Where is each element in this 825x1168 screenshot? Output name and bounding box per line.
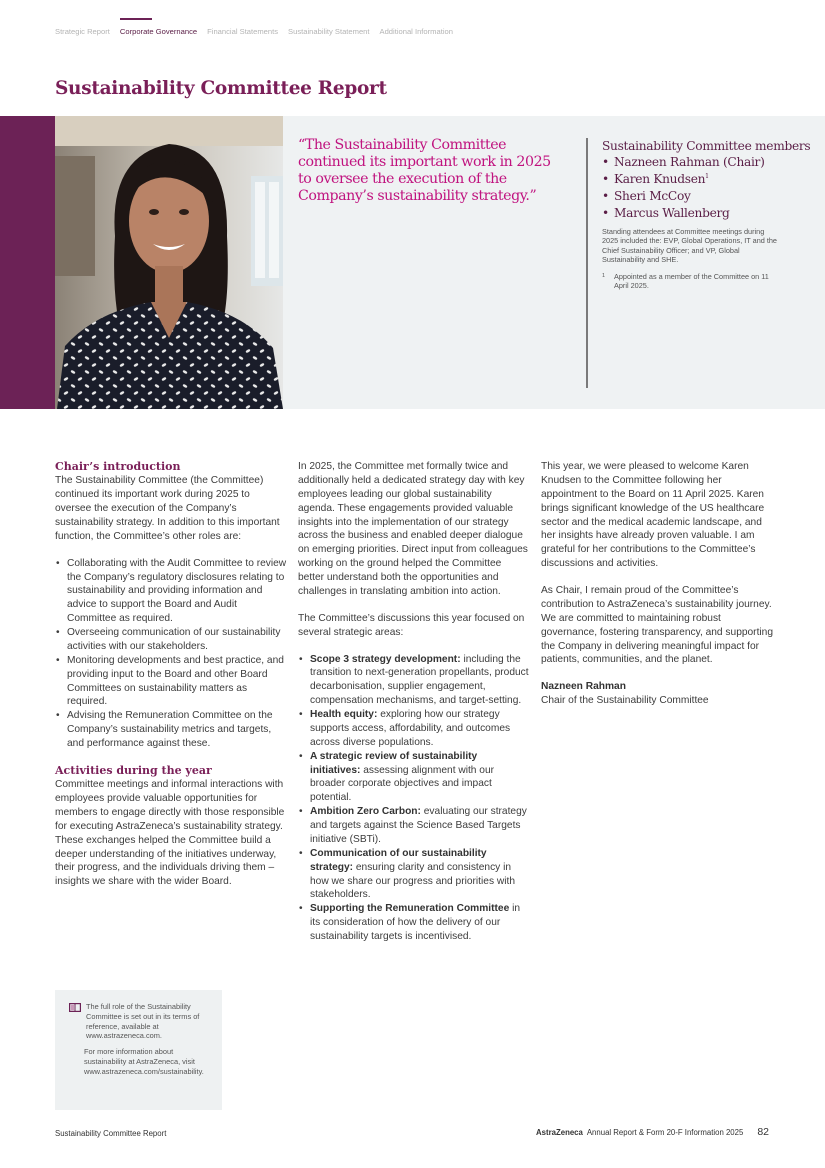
paragraph: This year, we were pleased to welcome Karen Knudsen to the Committee following her appointment to the Board on 11 April 2025. Karen brings significant knowledge of the US healthcare sector and the medical academic landscape, and her insights have already proven valuable. I am grateful for her contributions to the Committee’s discussions and activities.: [541, 461, 765, 570]
paragraph: The Committee’s discussions this year focused on several strategic areas:: [298, 612, 525, 638]
top-nav: [55, 18, 453, 38]
member-item: • Karen Knudsen$^1$: [602, 172, 709, 187]
footnote: [602, 272, 777, 291]
section-heading-chair-intro: Chair’s introduction: [55, 460, 181, 473]
list-item: • Ambition Zero Carbon: evaluating our strategy and targets against the Science Based Targets initiative (SBTi).: [298, 805, 530, 847]
chair-portrait-photo: [55, 116, 283, 409]
footer-brand: AstraZeneca: [536, 1128, 583, 1137]
list-item: • Communication of our sustainability strategy: ensuring clarity and consistency in how we share our progress and priorities with stakeholders.: [298, 847, 530, 903]
members-title: Sustainability Committee members: [602, 139, 811, 153]
signature-title: Chair of the Sustainability Committee: [541, 695, 709, 707]
paragraph: The Sustainability Committee (the Committee) continued its important work during 2025 to oversee the execution of the Company’s sustainability strategy. In addition to this important function, the Committee’s other roles are:: [55, 475, 280, 542]
list-item: • Overseeing communication of our sustainability activities with our stakeholders.: [55, 626, 287, 654]
nav-tab-additional-information[interactable]: Additional Information: [379, 27, 453, 36]
section-heading-activities: Activities during the year: [55, 763, 212, 777]
footer-section-title: Sustainability Committee Report: [55, 1129, 167, 1138]
member-item: • Sheri McCoy: [602, 189, 691, 204]
member-item: • Nazneen Rahman (Chair): [602, 155, 765, 170]
nav-tab-corporate-governance[interactable]: Corporate Governance: [120, 18, 197, 38]
footnote-ref: 1: [705, 173, 709, 181]
footnote-text: Appointed as a member of the Committee on 11 April 2025.: [614, 271, 769, 291]
footnote-mark: 1: [602, 272, 606, 279]
nav-tab-sustainability-statement[interactable]: Sustainability Statement: [288, 27, 370, 36]
list-item: • Health equity: exploring how our strategy supports access, affordability, and outcomes across diverse populations.: [298, 708, 530, 750]
standing-attendees-note: Standing attendees at Committee meetings during 2025 included the: EVP, Global Operations, IT and the Chief Sustainability Officer; and VP, Global Sustainability and SHE.: [602, 226, 777, 265]
page-title: Sustainability Committee Report: [55, 78, 387, 99]
column-3: [541, 460, 773, 708]
strategic-areas-list: [298, 653, 530, 944]
signature-name: Nazneen Rahman: [541, 681, 626, 693]
footer-doc-info: [536, 1126, 769, 1138]
list-item: • A strategic review of sustainability initiatives: assessing alignment with our broader corporate objectives and impact potential.: [298, 750, 530, 806]
column-2: [298, 460, 530, 944]
paragraph: As Chair, I remain proud of the Committee’s contribution to AstraZeneca’s sustainability journey. We are committed to maintaining robust governance, fostering transparency, and supporting the Company in delivering meaningful impact for patients, communities, and the planet.: [541, 585, 774, 666]
committee-members-panel: [602, 138, 817, 291]
info-text: For more information about sustainability at AstraZeneca, visit www.astrazeneca.com/sustainability.: [84, 1047, 204, 1076]
list-item: • Monitoring developments and best practice, and providing input to the Board and other Board Committees on sustainability matters as required.: [55, 654, 287, 710]
book-icon: [69, 1003, 81, 1012]
page-number: 82: [757, 1126, 769, 1138]
footer-doc-title: Annual Report & Form 20-F Information 2025: [586, 1128, 744, 1137]
info-box: [55, 990, 222, 1110]
roles-list: [55, 557, 287, 751]
list-item: • Supporting the Remuneration Committee in its consideration of how the delivery of our sustainability targets is incentivised.: [298, 902, 530, 944]
divider-line: [586, 138, 588, 388]
info-text: The full role of the Sustainability Committee is set out in its terms of reference, available at www.astrazeneca.com.: [86, 1002, 200, 1041]
paragraph: Committee meetings and informal interactions with employees provide valuable opportunities for members to engage directly with those responsible for executing AstraZeneca’s sustainability strategy. These exchanges helped the Committee build a deeper understanding of the initiatives underway, their progress, and the individuals driving them – insights we share with the wider Board.: [55, 779, 285, 888]
pull-quote: “The Sustainability Committee continued its important work in 2025 to oversee the execution of the Company’s sustainability strategy.”: [298, 137, 551, 205]
column-1: [55, 460, 287, 889]
member-item: • Marcus Wallenberg: [602, 205, 730, 220]
list-item: • Collaborating with the Audit Committee to review the Company’s regulatory disclosures relating to sustainability and providing information and advice to support the Board and Audit Committee as required.: [55, 557, 287, 626]
members-list: [602, 154, 817, 221]
nav-tab-strategic-report[interactable]: Strategic Report: [55, 27, 110, 36]
list-item: • Scope 3 strategy development: including the transition to next-generation propellants, product decarbonisation, supplier engagement, compensation mechanisms, and target-setting.: [298, 653, 530, 709]
paragraph: In 2025, the Committee met formally twice and additionally held a dedicated strategy day with key employees leading our global sustainability agenda. These engagements provided valuable insights into the implementation of our strategy across the business and enabled deeper dialogue on emerging priorities. Direct input from colleagues working on the ground helped the Committee better understand both the opportunities and challenges in translating ambition into action.: [298, 461, 528, 597]
nav-tab-financial-statements[interactable]: Financial Statements: [207, 27, 279, 36]
hero-accent-bar: [0, 116, 55, 409]
list-item: • Advising the Remuneration Committee on the Company’s sustainability metrics and targets, and performance against these.: [55, 709, 287, 751]
